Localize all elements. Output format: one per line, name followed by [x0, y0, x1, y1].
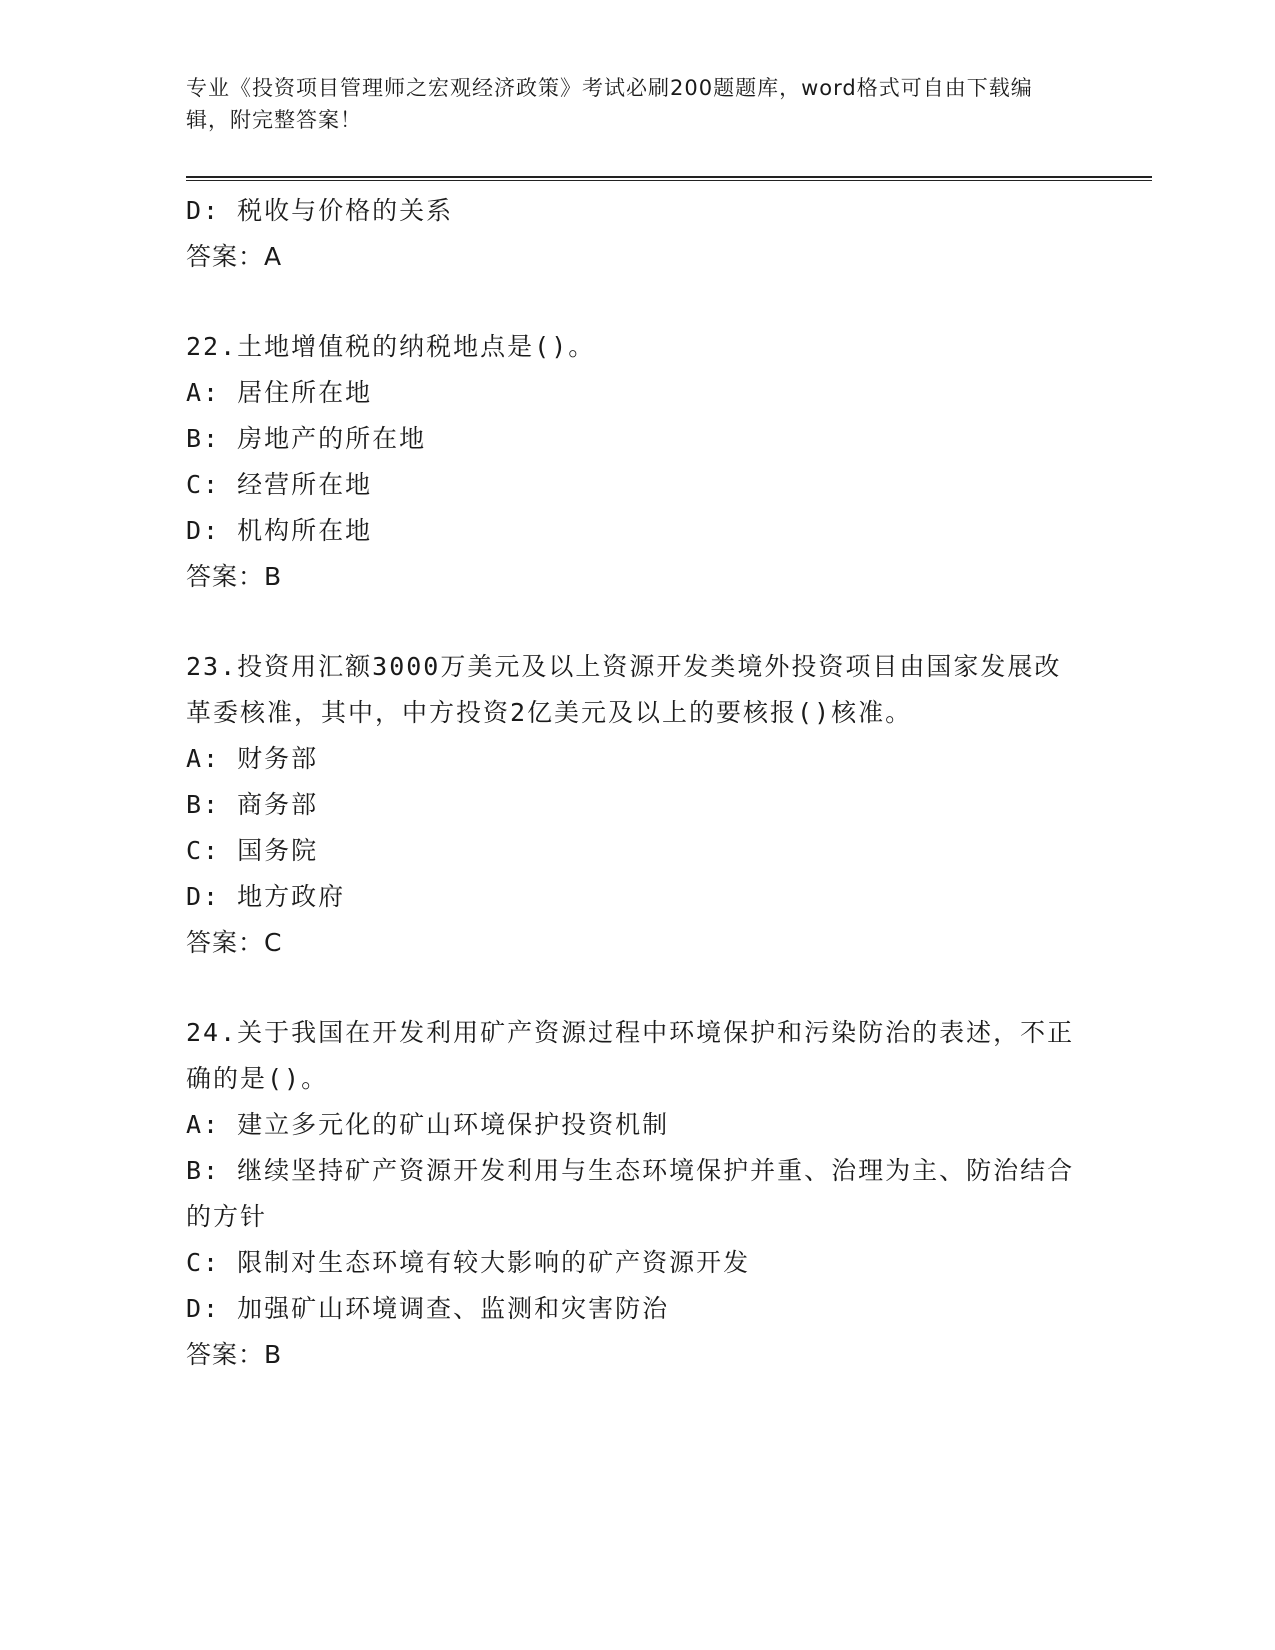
option-c: C: 经营所在地 — [186, 470, 373, 499]
answer-line: 答案：C — [186, 928, 283, 957]
option-a: A: 财务部 — [186, 744, 319, 773]
question-stem: 23.投资用汇额3000万美元及以上资源开发类境外投资项目由国家发展改革委核准，其中，中方投资2亿美元及以上的要核报()核准。 — [186, 652, 1062, 727]
question-22 — [186, 324, 1086, 600]
header-divider — [186, 176, 1152, 181]
option-a: A: 建立多元化的矿山环境保护投资机制 — [186, 1110, 670, 1139]
question-23 — [186, 644, 1086, 966]
answer-line: 答案：A — [186, 242, 283, 271]
option-b: B: 房地产的所在地 — [186, 424, 427, 453]
option-d: D: 机构所在地 — [186, 516, 373, 545]
option-d: D: 地方政府 — [186, 882, 346, 911]
question-24 — [186, 1010, 1086, 1378]
option-d: D: 税收与价格的关系 — [186, 196, 454, 225]
answer-line: 答案：B — [186, 1340, 283, 1369]
question-stem: 22.土地增值税的纳税地点是()。 — [186, 332, 596, 361]
question-stem: 24.关于我国在开发利用矿产资源过程中环境保护和污染防治的表述，不正确的是()。 — [186, 1018, 1075, 1093]
answer-line: 答案：B — [186, 562, 283, 591]
page-header: 专业《投资项目管理师之宏观经济政策》考试必刷200题题库，word格式可自由下载编辑，附完整答案！ — [186, 76, 1033, 132]
option-a: A: 居住所在地 — [186, 378, 373, 407]
option-b: B: 商务部 — [186, 790, 319, 819]
option-d: D: 加强矿山环境调查、监测和灾害防治 — [186, 1294, 670, 1323]
option-c: C: 国务院 — [186, 836, 319, 865]
option-b: B: 继续坚持矿产资源开发利用与生态环境保护并重、治理为主、防治结合的方针 — [186, 1156, 1075, 1231]
previous-question-tail — [186, 188, 1086, 280]
option-c: C: 限制对生态环境有较大影响的矿产资源开发 — [186, 1248, 751, 1277]
document-body — [186, 188, 1086, 1378]
